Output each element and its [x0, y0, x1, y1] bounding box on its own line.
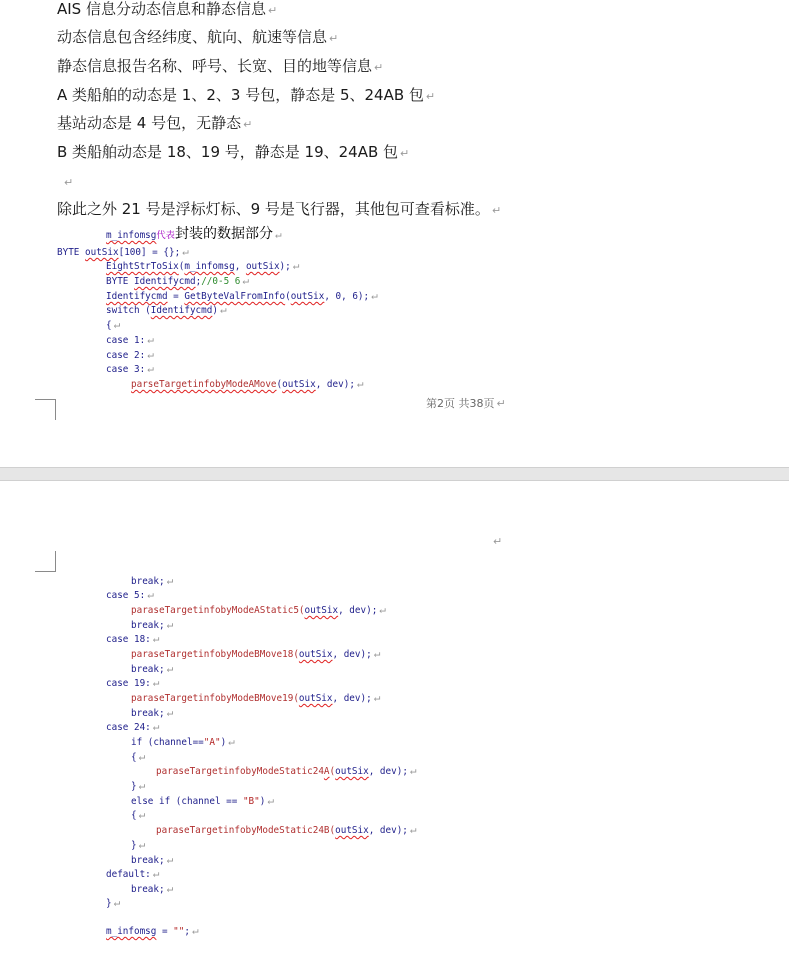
code-token: outSix: [335, 825, 369, 836]
code-caption: [106, 228, 282, 242]
paragraph-mark-icon: ↵: [152, 867, 160, 880]
page-separator: [0, 467, 789, 481]
paragraph-mark-icon: ↵: [496, 397, 506, 410]
code-line: [131, 648, 380, 661]
code-token: =: [167, 291, 185, 302]
code-token: case 1:: [106, 335, 146, 346]
code-token: outSix: [335, 766, 369, 777]
paragraph-4: [57, 86, 435, 106]
code-token: }: [106, 898, 112, 909]
code-var: m_infomsg: [106, 230, 157, 241]
code-line: [131, 839, 145, 852]
paragraph-mark-icon: ↵: [166, 618, 174, 631]
code-token: default:: [106, 869, 151, 880]
code-token: paraseTargetinfobyModeStatic24B(: [156, 825, 336, 836]
code-token: case 19:: [106, 678, 151, 689]
code-token: paraseTargetinfobyModeStatic24: [156, 766, 324, 777]
paragraph-text: 除此之外 21 号是浮标灯标、9 号是飞行器，其他包可查看标准。: [57, 200, 490, 218]
paragraph-7: [57, 200, 501, 220]
paragraph-mark-icon: ↵: [243, 118, 253, 131]
code-token: case 3:: [106, 364, 146, 375]
paragraph-text: B 类船舶动态是 18、19 号，静态是 19、24AB 包: [57, 143, 399, 161]
code-string: "": [173, 926, 185, 937]
paragraph-mark-icon: ↵: [138, 750, 146, 763]
code-line: [106, 868, 159, 881]
code-token: , dev);: [315, 379, 355, 390]
code-line: [106, 290, 378, 303]
code-token: case 18:: [106, 634, 151, 645]
code-token: paraseTargetinfobyModeAStatic5(: [131, 605, 305, 616]
code-string: "A": [203, 737, 221, 748]
margin-corner-mark: [35, 399, 56, 420]
code-line: [131, 707, 173, 720]
code-token: break;: [131, 708, 165, 719]
code-line: [106, 633, 159, 646]
document-page-2: [0, 0, 789, 467]
paragraph-mark-icon: ↵: [64, 176, 74, 189]
paragraph-mark-icon: ↵: [409, 823, 417, 836]
code-token: }: [131, 840, 137, 851]
code-token: (: [276, 379, 283, 390]
code-token: if (channel==: [131, 737, 204, 748]
code-line: [131, 883, 173, 896]
code-token: paraseTargetinfobyModeBMove19(: [131, 693, 299, 704]
paragraph-mark-icon: ↵: [425, 90, 436, 103]
page-footer: [426, 395, 506, 411]
paragraph-2: [57, 28, 338, 48]
code-token: }: [131, 781, 137, 792]
paragraph-text: 静态信息报告名称、呼号、长宽、目的地等信息: [57, 57, 373, 75]
margin-corner-mark: [35, 551, 56, 572]
code-line: [106, 363, 154, 376]
paragraph-5: [57, 114, 252, 134]
paragraph-mark-icon: ↵: [242, 274, 249, 287]
code-token: outSix: [298, 649, 333, 660]
code-line: [131, 780, 145, 793]
code-line: [131, 604, 386, 617]
code-token: , dev);: [338, 605, 378, 616]
paragraph-mark-icon: ↵: [152, 676, 160, 689]
paragraph-6: [57, 143, 409, 163]
paragraph-mark-icon: ↵: [113, 318, 121, 331]
code-line: [131, 663, 173, 676]
paragraph-mark-icon: ↵: [219, 303, 227, 316]
code-token: case 5:: [106, 590, 146, 601]
code-line: [131, 854, 173, 867]
paragraph-text: 基站动态是 4 号包，无静态: [57, 114, 242, 132]
code-line: [156, 824, 417, 837]
paragraph-empty: [62, 172, 73, 192]
code-token: else if (channel ==: [131, 796, 243, 807]
code-token: Identifycmd: [150, 305, 213, 316]
code-token: outSix: [290, 291, 325, 302]
code-token: break;: [131, 576, 165, 587]
code-token: {: [131, 810, 137, 821]
code-token: Identifycmd: [106, 291, 168, 302]
code-token: , dev);: [332, 649, 372, 660]
code-token: ): [220, 737, 227, 748]
code-line: [156, 765, 417, 778]
paragraph-mark-icon: ↵: [267, 4, 278, 17]
code-token: BYTE: [57, 247, 85, 258]
code-token: GetByteValFromInfo: [184, 291, 286, 302]
code-token: );: [279, 261, 291, 272]
paragraph-mark-icon: ↵: [409, 764, 417, 777]
code-line: [57, 246, 189, 259]
paragraph-mark-icon: ↵: [147, 348, 154, 361]
code-line: [131, 619, 173, 632]
paragraph-text: AIS 信息分动态信息和静态信息: [57, 0, 266, 18]
code-token: , dev);: [332, 693, 372, 704]
paragraph-text: A 类船舶的动态是 1、2、3 号包，静态是 5、24AB 包: [57, 86, 424, 104]
code-token: outSix: [245, 261, 280, 272]
code-token: (: [285, 291, 291, 302]
code-token: [100] = {};: [118, 247, 181, 258]
code-token: (: [178, 261, 185, 272]
code-token: paraseTargetinfobyModeBMove18(: [131, 649, 299, 660]
code-token: ,: [234, 261, 246, 272]
paragraph-mark-icon: ↵: [166, 662, 174, 675]
code-line: [106, 319, 120, 332]
code-token: outSix: [282, 379, 316, 390]
document-page-3: [0, 481, 789, 956]
code-token: break;: [131, 855, 165, 866]
paragraph-mark-icon: ↵: [267, 794, 274, 807]
code-token: parseTargetinfobyModeAMove: [131, 379, 277, 390]
paragraph-mark-icon: ↵: [147, 333, 154, 346]
code-line: [106, 925, 199, 938]
code-line: [106, 721, 159, 734]
code-token: EightStrToSix: [106, 261, 179, 272]
paragraph-mark-icon: ↵: [138, 779, 146, 792]
paragraph-mark-icon: ↵: [491, 204, 502, 217]
paragraph-mark-icon: ↵: [373, 691, 381, 704]
paragraph-mark-icon: ↵: [138, 838, 146, 851]
code-token: ;: [195, 276, 202, 287]
paragraph-mark-icon: ↵: [379, 603, 386, 616]
paragraph-mark-icon: ↵: [166, 853, 174, 866]
code-line: [106, 260, 299, 273]
code-token: (: [329, 766, 336, 777]
code-line: [106, 275, 249, 288]
code-token: switch (: [106, 305, 151, 316]
paragraph-mark-icon: ↵: [166, 882, 174, 895]
paragraph-mark-icon: ↵: [356, 377, 364, 390]
code-token: ): [259, 796, 266, 807]
code-token: Identifycmd: [134, 276, 196, 287]
paragraph-mark-icon: ↵: [329, 32, 339, 45]
page-number: 第2页 共38页: [426, 397, 495, 410]
code-comment: //0-5 6: [201, 276, 241, 287]
code-line: [131, 795, 274, 808]
code-token: outSix: [85, 247, 119, 258]
code-token: , dev);: [368, 766, 408, 777]
paragraph-3: [57, 57, 383, 77]
code-string: "B": [242, 796, 260, 807]
paragraph-1: [57, 0, 277, 20]
paragraph-text: 动态信息包含经纬度、航向、航速等信息: [57, 28, 328, 46]
code-line: [106, 897, 120, 910]
paragraph-mark-icon: ↵: [182, 245, 189, 258]
paragraph-mark-icon: ↵: [371, 289, 378, 302]
code-token: break;: [131, 884, 165, 895]
code-token: case 2:: [106, 350, 146, 361]
code-token: ;: [184, 926, 190, 937]
code-token: {: [131, 752, 137, 763]
code-line: [131, 751, 145, 764]
header-paragraph-mark-icon: ↵: [493, 535, 503, 548]
code-line: [106, 349, 154, 362]
paragraph-mark-icon: ↵: [274, 228, 282, 241]
code-token: A: [323, 766, 330, 777]
code-line: [106, 589, 154, 602]
paragraph-mark-icon: ↵: [147, 362, 154, 375]
code-token: outSix: [298, 693, 333, 704]
code-token: BYTE: [106, 276, 134, 287]
code-token: {: [106, 320, 112, 331]
code-token: , dev);: [368, 825, 408, 836]
code-token: case 24:: [106, 722, 151, 733]
code-line: [131, 809, 145, 822]
paragraph-mark-icon: ↵: [138, 808, 146, 821]
code-token: break;: [131, 620, 165, 631]
caption-small: 代表: [156, 230, 175, 241]
paragraph-mark-icon: ↵: [228, 735, 235, 748]
code-line: [131, 692, 380, 705]
paragraph-mark-icon: ↵: [166, 706, 174, 719]
code-token: m_infomsg: [106, 926, 157, 937]
code-line: [131, 575, 173, 588]
paragraph-mark-icon: ↵: [191, 924, 199, 937]
paragraph-mark-icon: ↵: [374, 61, 384, 74]
paragraph-mark-icon: ↵: [152, 720, 160, 733]
paragraph-mark-icon: ↵: [292, 259, 300, 272]
code-line: [131, 378, 364, 391]
paragraph-mark-icon: ↵: [400, 147, 410, 160]
code-line: [106, 304, 227, 317]
paragraph-mark-icon: ↵: [152, 632, 160, 645]
paragraph-mark-icon: ↵: [147, 588, 154, 601]
paragraph-mark-icon: ↵: [373, 647, 381, 660]
code-token: =: [156, 926, 174, 937]
code-token: m_infomsg: [184, 261, 235, 272]
caption-big: 封装的数据部分: [174, 226, 273, 242]
code-token: , 0, 6);: [324, 291, 370, 302]
code-token: break;: [131, 664, 165, 675]
paragraph-mark-icon: ↵: [166, 574, 174, 587]
code-token: ): [212, 305, 218, 316]
code-line: [131, 736, 235, 749]
paragraph-mark-icon: ↵: [113, 896, 121, 909]
code-line: [106, 677, 159, 690]
code-token: outSix: [304, 605, 339, 616]
code-line: [106, 334, 154, 347]
